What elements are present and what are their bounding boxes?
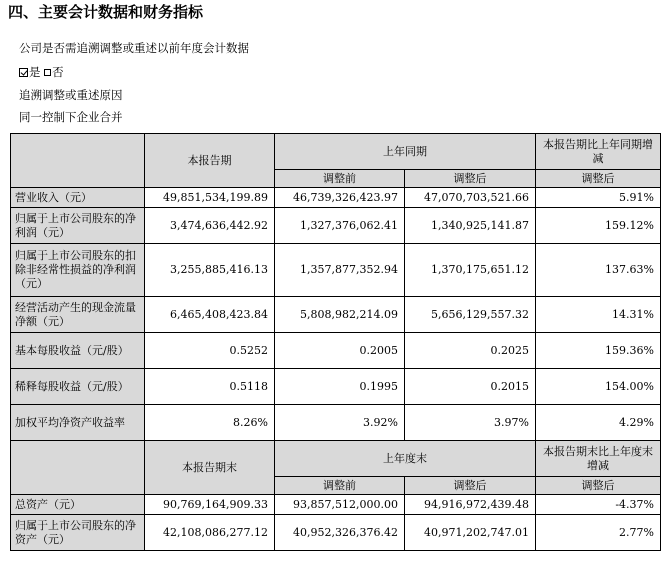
header-blank-cell xyxy=(11,441,145,495)
before-value: 5,808,982,214.09 xyxy=(275,297,405,333)
change-value: 2.77% xyxy=(536,515,661,551)
header-before-adjust: 调整前 xyxy=(275,477,405,495)
change-value: 159.12% xyxy=(536,208,661,244)
before-value: 1,357,877,352.94 xyxy=(275,244,405,297)
header-row-3 xyxy=(11,441,661,477)
header-change-after-adjust: 调整后 xyxy=(536,477,661,495)
current-value: 8.26% xyxy=(145,405,275,441)
after-value: 40,971,202,747.01 xyxy=(405,515,536,551)
table-row xyxy=(11,188,661,208)
after-value: 0.2015 xyxy=(405,369,536,405)
row-label: 总资产（元） xyxy=(11,495,145,515)
before-value: 40,952,326,376.42 xyxy=(275,515,405,551)
current-value: 49,851,534,199.89 xyxy=(145,188,275,208)
header-row-1 xyxy=(11,134,661,170)
before-value: 0.1995 xyxy=(275,369,405,405)
retro-choice xyxy=(19,64,64,80)
retro-question: 公司是否需追溯调整或重述以前年度会计数据 xyxy=(19,41,249,55)
row-label: 营业收入（元） xyxy=(11,188,145,208)
table-row xyxy=(11,208,661,244)
after-value: 1,340,925,141.87 xyxy=(405,208,536,244)
current-value: 0.5118 xyxy=(145,369,275,405)
current-value: 3,255,885,416.13 xyxy=(145,244,275,297)
table-row xyxy=(11,405,661,441)
header-change-end: 本报告期末比上年度末增减 xyxy=(536,441,661,477)
row-label: 归属于上市公司股东的净资产（元） xyxy=(11,515,145,551)
header-change-after-adjust: 调整后 xyxy=(536,170,661,188)
after-value: 3.97% xyxy=(405,405,536,441)
table-row xyxy=(11,369,661,405)
no-checkbox[interactable] xyxy=(44,69,51,76)
before-value: 3.92% xyxy=(275,405,405,441)
no-label: 否 xyxy=(52,65,64,79)
header-prior-year-end: 上年度末 xyxy=(275,441,536,477)
yes-checkbox[interactable] xyxy=(19,68,28,77)
current-value: 90,769,164,909.33 xyxy=(145,495,275,515)
before-value: 1,327,376,062.41 xyxy=(275,208,405,244)
table-row xyxy=(11,244,661,297)
row-label: 加权平均净资产收益率 xyxy=(11,405,145,441)
header-period-end: 本报告期末 xyxy=(145,441,275,495)
row-label: 经营活动产生的现金流量净额（元） xyxy=(11,297,145,333)
header-current-period: 本报告期 xyxy=(145,134,275,188)
before-value: 46,739,326,423.97 xyxy=(275,188,405,208)
change-value: 4.29% xyxy=(536,405,661,441)
after-value: 0.2025 xyxy=(405,333,536,369)
row-label: 归属于上市公司股东的扣除非经常性损益的净利润（元） xyxy=(11,244,145,297)
reason-value: 同一控制下企业合并 xyxy=(19,110,123,124)
current-value: 0.5252 xyxy=(145,333,275,369)
header-prior-period: 上年同期 xyxy=(275,134,536,170)
change-value: 137.63% xyxy=(536,244,661,297)
after-value: 5,656,129,557.32 xyxy=(405,297,536,333)
financial-indicators-table xyxy=(10,133,661,551)
after-value: 1,370,175,651.12 xyxy=(405,244,536,297)
row-label: 归属于上市公司股东的净利润（元） xyxy=(11,208,145,244)
table-row xyxy=(11,515,661,551)
after-value: 94,916,972,439.48 xyxy=(405,495,536,515)
change-value: 159.36% xyxy=(536,333,661,369)
current-value: 42,108,086,277.12 xyxy=(145,515,275,551)
change-value: 14.31% xyxy=(536,297,661,333)
table-row xyxy=(11,333,661,369)
row-label: 基本每股收益（元/股） xyxy=(11,333,145,369)
row-label: 稀释每股收益（元/股） xyxy=(11,369,145,405)
section-heading: 四、主要会计数据和财务指标 xyxy=(8,3,204,21)
before-value: 93,857,512,000.00 xyxy=(275,495,405,515)
header-change: 本报告期比上年同期增减 xyxy=(536,134,661,170)
header-before-adjust: 调整前 xyxy=(275,170,405,188)
table-row xyxy=(11,297,661,333)
header-after-adjust: 调整后 xyxy=(405,170,536,188)
current-value: 6,465,408,423.84 xyxy=(145,297,275,333)
header-after-adjust: 调整后 xyxy=(405,477,536,495)
header-blank-cell xyxy=(11,134,145,188)
table-row xyxy=(11,495,661,515)
yes-label: 是 xyxy=(29,65,41,79)
reason-label: 追溯调整或重述原因 xyxy=(19,88,123,102)
change-value: -4.37% xyxy=(536,495,661,515)
current-value: 3,474,636,442.92 xyxy=(145,208,275,244)
before-value: 0.2005 xyxy=(275,333,405,369)
change-value: 154.00% xyxy=(536,369,661,405)
change-value: 5.91% xyxy=(536,188,661,208)
after-value: 47,070,703,521.66 xyxy=(405,188,536,208)
